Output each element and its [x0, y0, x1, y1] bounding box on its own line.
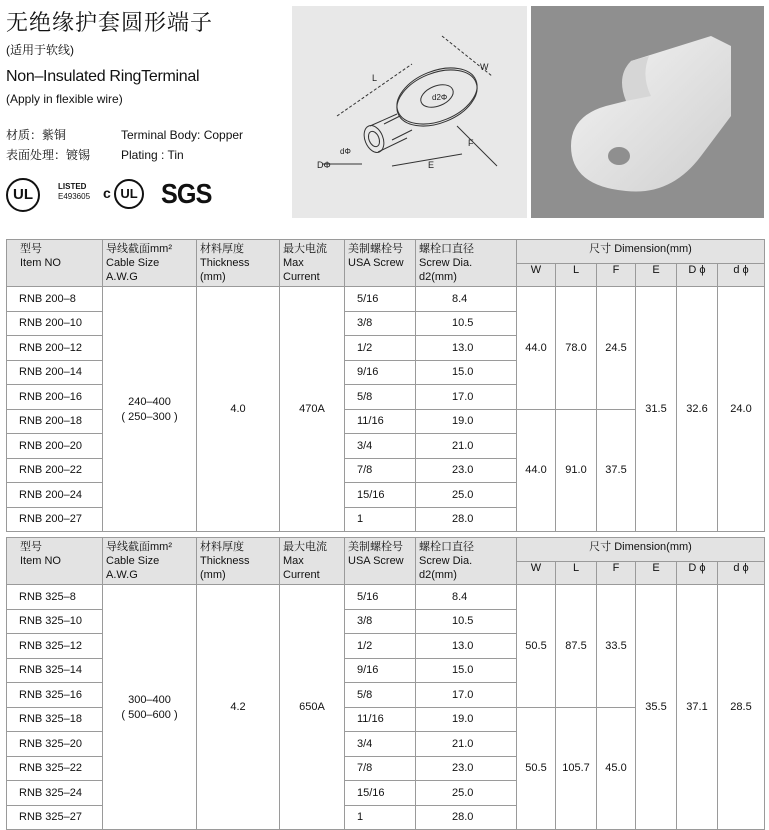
col-thickness: 材料厚度 Thickness (mm): [197, 538, 280, 585]
listed-label: LISTED: [58, 182, 87, 191]
col-D: D ϕ: [677, 263, 718, 287]
col-D: D ϕ: [677, 561, 718, 585]
ul-logo: UL: [6, 178, 40, 212]
table-row: RNB 325–12 1/2 13.0: [7, 634, 765, 659]
col-w: W: [517, 561, 556, 585]
product-photo: [531, 6, 764, 218]
dim-w-2: 50.5: [517, 707, 556, 830]
table-row: RNB 325–14 9/16 15.0: [7, 658, 765, 683]
dim-d: 28.5: [718, 585, 765, 830]
dim-d: 24.0: [718, 287, 765, 532]
col-usa-screw: 美制螺栓号 USA Screw: [345, 538, 416, 585]
material-en: Terminal Body: Copper: [121, 128, 244, 142]
dim-l: 87.5: [556, 585, 597, 708]
material-info: [6, 125, 243, 165]
label-dphi: dΦ: [340, 147, 351, 156]
listed-number: E493605: [58, 192, 91, 201]
table-row: RNB 325–18 11/16 19.0 50.5 105.7 45.0: [7, 707, 765, 732]
c-mark: c: [103, 185, 111, 201]
col-current: 最大电流 Max Current: [280, 240, 345, 287]
subtitle-cn: (适用于软线): [6, 43, 74, 57]
table-row: RNB 325–10 3/8 10.5: [7, 609, 765, 634]
table-row: RNB 325–22 7/8 23.0: [7, 756, 765, 781]
table-row: RNB 200–16 5/8 17.0: [7, 385, 765, 410]
listed-mark: [58, 182, 90, 202]
table-row: RNB 200–27 1 28.0: [7, 507, 765, 532]
col-current: 最大电流 Max Current: [280, 538, 345, 585]
thickness: 4.0: [197, 287, 280, 532]
col-item: 型号 Item NO: [7, 240, 103, 287]
table-row: RNB 200–14 9/16 15.0: [7, 360, 765, 385]
col-f: F: [597, 561, 636, 585]
table-row: RNB 200–10 3/8 10.5: [7, 311, 765, 336]
col-usa-screw: 美制螺栓号 USA Screw: [345, 240, 416, 287]
table-row: RNB 325–27 1 28.0: [7, 805, 765, 830]
col-e: E: [636, 263, 677, 287]
material-cn: 材质：紫铜: [6, 128, 67, 142]
table-row: RNB 200–12 1/2 13.0: [7, 336, 765, 361]
col-w: W: [517, 263, 556, 287]
label-e: E: [428, 160, 435, 170]
col-dimension: 尺寸 Dimension(mm): [517, 240, 765, 264]
col-d: d ϕ: [718, 561, 765, 585]
max-current: 470A: [280, 287, 345, 532]
dim-f-2: 37.5: [597, 409, 636, 532]
label-Dphi: DΦ: [317, 160, 331, 170]
title-cn: 无绝缘护套圆形端子: [6, 10, 214, 35]
title-en: Non–Insulated RingTerminal: [6, 68, 200, 85]
dim-w-2: 44.0: [517, 409, 556, 532]
plating-cn: 表面处理：镀锡: [6, 148, 91, 162]
table-row: RNB 325–20 3/4 21.0: [7, 732, 765, 757]
cable-size: 240–400 ( 250–300 ): [103, 287, 197, 532]
table-row: RNB 200–24 15/16 25.0: [7, 483, 765, 508]
dim-e: 31.5: [636, 287, 677, 532]
max-current: 650A: [280, 585, 345, 830]
table-row: RNB 200–22 7/8 23.0: [7, 458, 765, 483]
dim-e: 35.5: [636, 585, 677, 830]
label-l: L: [372, 73, 378, 83]
dim-D: 37.1: [677, 585, 718, 830]
technical-drawing: [292, 6, 527, 218]
certification-logos: [6, 176, 216, 216]
subtitle-en: (Apply in flexible wire): [6, 92, 123, 106]
col-f: F: [597, 263, 636, 287]
spec-table-325: [6, 537, 765, 830]
table-row: RNB 325–16 5/8 17.0: [7, 683, 765, 708]
cul-logo: UL: [114, 179, 144, 209]
table-row: RNB 325–24 15/16 25.0: [7, 781, 765, 806]
table-row: RNB 200–8 240–400 ( 250–300 ) 4.0 470A 5/16 8.4 44.0 78.0 24.5 31.5 32.6 24.0: [7, 287, 765, 312]
spec-table-200: [6, 239, 765, 532]
cable-size: 300–400 ( 500–600 ): [103, 585, 197, 830]
sgs-logo: SGS: [161, 178, 212, 209]
col-d: d ϕ: [718, 263, 765, 287]
dim-f: 24.5: [597, 287, 636, 410]
dim-l-2: 105.7: [556, 707, 597, 830]
col-dimension: 尺寸 Dimension(mm): [517, 538, 765, 562]
col-l: L: [556, 263, 597, 287]
col-thickness: 材料厚度 Thickness (mm): [197, 240, 280, 287]
dim-f-2: 45.0: [597, 707, 636, 830]
col-screw-dia: 螺栓口直径 Screw Dia. d2(mm): [416, 240, 517, 287]
col-cable: 导线截面mm² Cable Size A.W.G: [103, 240, 197, 287]
col-l: L: [556, 561, 597, 585]
header: [6, 6, 276, 106]
terminal-image: [531, 6, 764, 218]
dim-w: 50.5: [517, 585, 556, 708]
table-row: RNB 200–18 11/16 19.0 44.0 91.0 37.5: [7, 409, 765, 434]
table-row: RNB 325–8 300–400 ( 500–600 ) 4.2 650A 5/16 8.4 50.5 87.5 33.5 35.5 37.1 28.5: [7, 585, 765, 610]
dim-D: 32.6: [677, 287, 718, 532]
col-cable: 导线截面mm² Cable Size A.W.G: [103, 538, 197, 585]
thickness: 4.2: [197, 585, 280, 830]
plating-en: Plating : Tin: [121, 148, 184, 162]
col-item: 型号 Item NO: [7, 538, 103, 585]
dim-w: 44.0: [517, 287, 556, 410]
col-e: E: [636, 561, 677, 585]
dim-l-2: 91.0: [556, 409, 597, 532]
label-f: F: [468, 138, 474, 148]
dim-f: 33.5: [597, 585, 636, 708]
drawing-svg: [292, 6, 527, 218]
label-d2: d2Φ: [432, 93, 448, 102]
col-screw-dia: 螺栓口直径 Screw Dia. d2(mm): [416, 538, 517, 585]
dim-l: 78.0: [556, 287, 597, 410]
table-row: RNB 200–20 3/4 21.0: [7, 434, 765, 459]
label-w: W: [480, 62, 489, 72]
